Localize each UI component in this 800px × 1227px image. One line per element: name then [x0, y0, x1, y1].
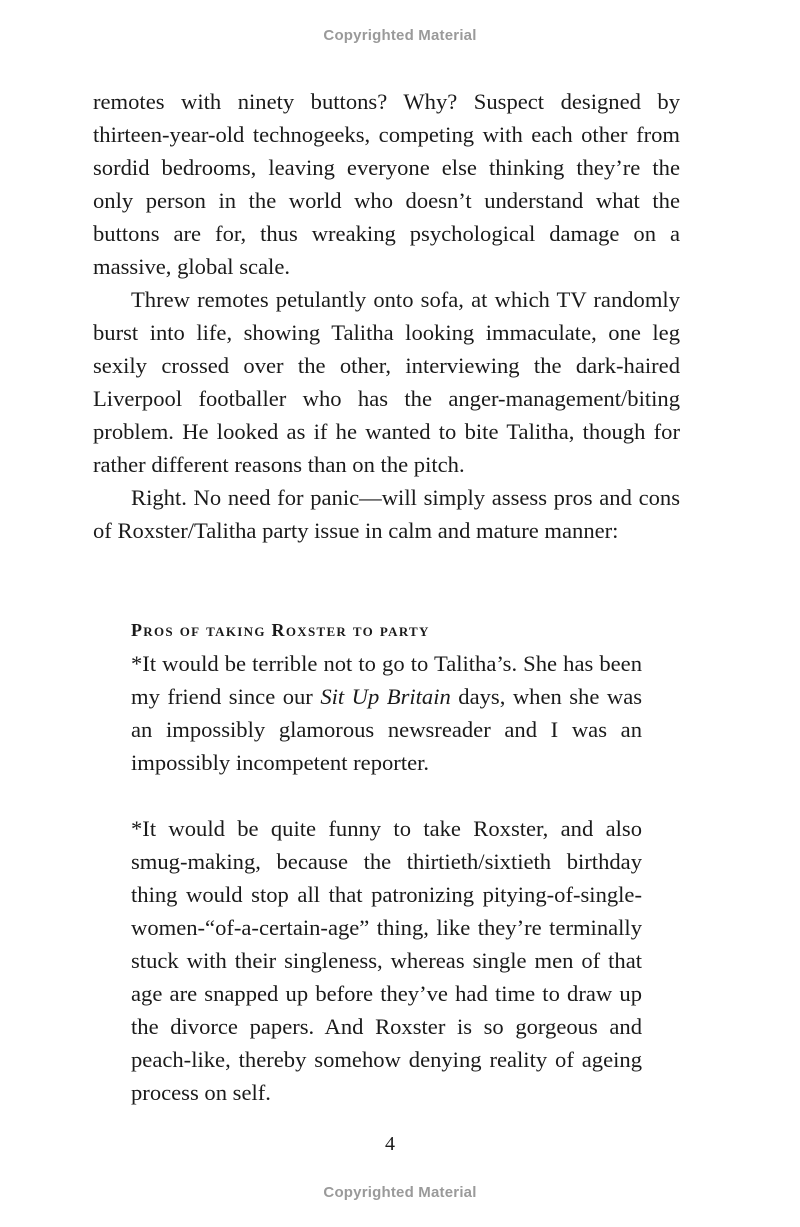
paragraph-1: remotes with ninety buttons? Why? Suspect designed by thirteen-year-old technogeeks, competing with each other from sordid bedrooms, leaving everyone else thinking they’re the only person in the world who doesn’t understand what the buttons are for, thus wreaking psychological damage on a massive, global scale. [93, 89, 680, 279]
section-heading: Pros of taking Roxster to party [131, 620, 430, 640]
pros-item-1-text-b: days, when she was an impossibly glamorous newsreader and I was an impossibly incompetent reporter. [131, 684, 643, 775]
paragraph-2: Threw remotes petulantly onto sofa, at which TV randomly burst into life, showing Talitha looking immaculate, one leg sexily crossed over the other, interviewing the dark-haired Liverpool footballer who has the anger-management/biting problem. He looked as if he wanted to bite Talitha, though for rather different reasons than on the pitch. [93, 287, 680, 477]
pros-item-2: *It would be quite funny to take Roxster, and also smug-making, because the thirtieth/sixtieth birthday thing would stop all that patronizing pitying-of-single-women-“of-a-certain-age” thing, like they’re terminally stuck with their singleness, whereas single men of that age are snapped up before they’ve had time to draw up the divorce papers. And Roxster is so gorgeous and peach-like, thereby somehow denying reality of ageing process on self. [131, 816, 642, 1105]
pros-item-1-text-a: *It would be terrible not to go to Talitha’s. She has been my friend since our [131, 651, 642, 709]
pros-item-1 [131, 647, 642, 779]
page-number: 4 [385, 1133, 395, 1155]
paragraph-3: Right. No need for panic—will simply assess pros and cons of Roxster/Talitha party issue in calm and mature manner: [93, 485, 680, 543]
show-title: Sit Up Britain [320, 684, 451, 709]
watermark-top: Copyrighted Material [323, 27, 477, 44]
body-text [93, 85, 680, 547]
pros-section [131, 614, 642, 1109]
watermark-bottom: Copyrighted Material [323, 1184, 477, 1201]
